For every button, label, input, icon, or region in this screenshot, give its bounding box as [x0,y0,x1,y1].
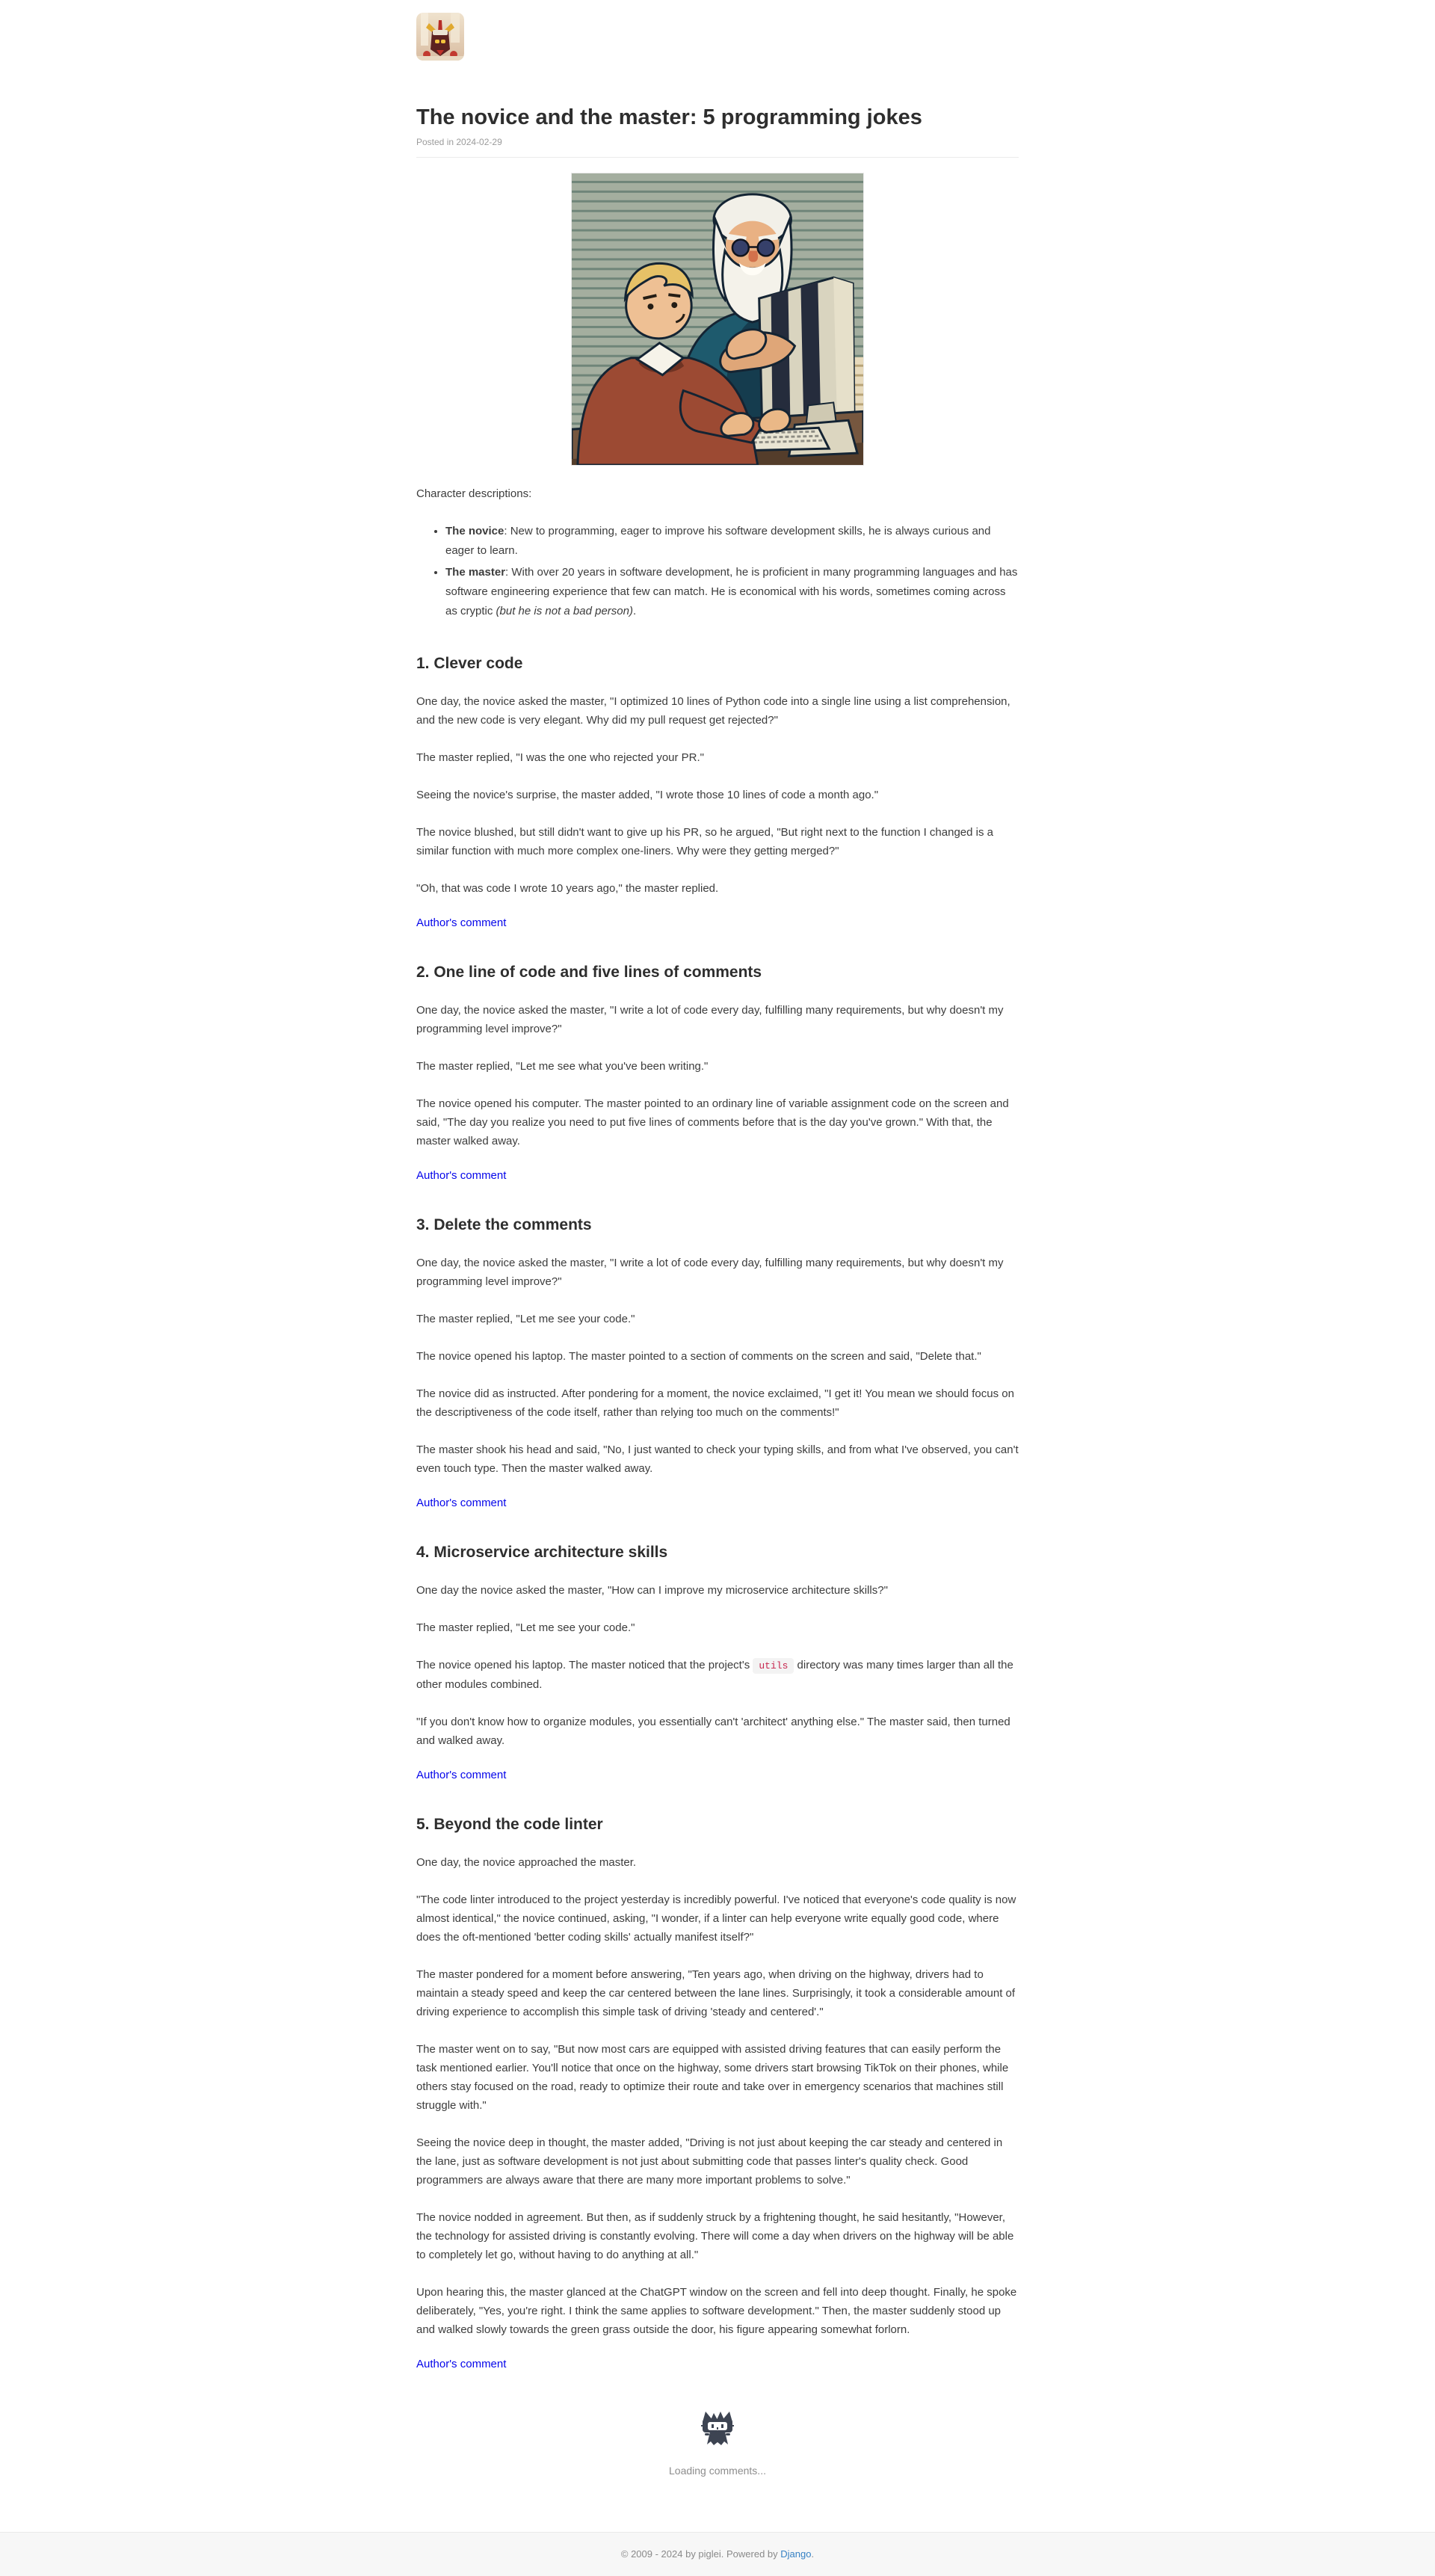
paragraph: The novice opened his laptop. The master noticed that the project's utils directory was many times larger than all the other modules combined. [416,1659,1013,1691]
section-heading-3: 3. Delete the comments [416,1216,592,1233]
divider [416,157,1019,158]
paragraph: Seeing the novice deep in thought, the master added, "Driving is not just about keeping the car steady and centered in the lane, just as software development is not just about submitting code that passes linter's quality check. Good programmers are always aware that there are many more important problems to solve." [416,2136,1003,2187]
intro-lead: Character descriptions: [416,487,532,500]
paragraph: The master shook his head and said, "No, I just wanted to check your typing skills, and from what I've observed, you can't even touch type. Then the master walked away. [416,1443,1019,1475]
comments-loading-text: Loading comments... [669,2465,766,2477]
character-term: The master [445,566,506,579]
authors-comment-link-4[interactable]: Author's comment [416,1769,507,1781]
character-list [416,522,1019,621]
paragraph: One day, the novice approached the master. [416,1856,637,1869]
paragraph: One day the novice asked the master, "How can I improve my microservice architecture skills?" [416,1584,888,1597]
inline-code-utils: utils [753,1658,794,1674]
novice-and-master-illustration [571,173,864,466]
authors-comment-link-3[interactable]: Author's comment [416,1497,507,1509]
comments-section [416,2410,1019,2532]
robot-logo-icon [416,13,464,61]
paragraph: The master replied, "Let me see your code." [416,1313,635,1325]
character-term: The novice [445,525,504,537]
list-item: • The master: With over 20 years in software development, he is proficient in many programming languages and has software engineering experience that few can match. He is economical with his words, sometimes coming across as cryptic (but he is not a bad person). [445,563,1019,621]
django-link[interactable]: Django [780,2548,812,2560]
paragraph: "Oh, that was code I wrote 10 years ago," the master replied. [416,882,719,895]
section-heading-5: 5. Beyond the code linter [416,1816,603,1833]
authors-comment-link-5[interactable]: Author's comment [416,2358,507,2370]
paragraph: "The code linter introduced to the project yesterday is incredibly powerful. I've noticed that everyone's code quality is now almost identical," the novice continued, asking, "I wonder, if a linter can help everyone write equally good code, where does the oft-mentioned 'better coding skills' actually manifest itself?" [416,1894,1016,1944]
paragraph: Upon hearing this, the master glanced at the ChatGPT window on the screen and fell into deep thought. Finally, he spoke deliberately, "Yes, you're right. I think the same applies to software development." Then, the master suddenly stood up and walked slowly towards the green grass outside the door, his figure appearing somewhat forlorn. [416,2286,1017,2336]
site-header [416,0,1019,64]
paragraph: "If you don't know how to organize modules, you essentially can't 'architect' anything else." The master said, then turned and walked away. [416,1716,1010,1747]
paragraph: The master replied, "Let me see your code." [416,1621,635,1634]
section-heading-4: 4. Microservice architecture skills [416,1544,668,1561]
paragraph: The novice nodded in agreement. But then, as if suddenly struck by a frightening thought, he said hesitantly, "However, the technology for assisted driving is constantly evolving. There will come a day when drivers on the highway will be able to completely let go, without having to do anything at all." [416,2211,1014,2261]
paragraph: The master replied, "I was the one who rejected your PR." [416,751,704,764]
paragraph: The master replied, "Let me see what you've been writing." [416,1060,709,1073]
page-title: The novice and the master: 5 programming jokes [416,105,922,129]
hero-image [416,173,1019,466]
paragraph: The master went on to say, "But now most cars are equipped with assisted driving features that can easily perform the task mentioned earlier. You'll notice that once on the highway, some drivers start browsing TikTok on their phones, while others stay focused on the road, ready to optimize their route and take over in emergency scenarios that machines still struggle with." [416,2043,1009,2112]
section-heading-1: 1. Clever code [416,655,523,672]
blog-post [416,105,1019,2371]
authors-comment-link-1[interactable]: Author's comment [416,916,507,929]
paragraph: The novice opened his computer. The master pointed to an ordinary line of variable assignment code on the screen and said, "The day you realize you need to put five lines of comments before that is the day you've grown." With that, the master walked away. [416,1097,1009,1147]
paragraph: The novice opened his laptop. The master pointed to a section of comments on the screen and said, "Delete that." [416,1350,981,1363]
paragraph: The master pondered for a moment before answering, "Ten years ago, when driving on the highway, drivers had to maintain a steady speed and keep the car centered between the lane lines. Surprisingly, it took a considerable amount of driving experience to accomplish this simple task of driving 'steady and centered'." [416,1968,1016,2018]
paragraph: One day, the novice asked the master, "I write a lot of code every day, fulfilling many requirements, but why doesn't my programming level improve?" [416,1004,1004,1035]
paragraph: The novice did as instructed. After pondering for a moment, the novice exclaimed, "I get it! You mean we should focus on the descriptiveness of the code itself, rather than relying too much on the comments!" [416,1387,1014,1419]
authors-comment-link-2[interactable]: Author's comment [416,1169,507,1182]
list-item: • The novice: New to programming, eager to improve his software development skills, he is always curious and eager to learn. [445,522,1019,561]
paragraph: One day, the novice asked the master, "I write a lot of code every day, fulfilling many requirements, but why doesn't my programming level improve?" [416,1257,1004,1288]
copyright-text: © 2009 - 2024 by piglei. Powered by [620,2548,781,2560]
site-logo-link[interactable] [416,13,464,61]
section-heading-2: 2. One line of code and five lines of comments [416,964,762,981]
paragraph: Seeing the novice's surprise, the master added, "I wrote those 10 lines of code a month ago." [416,789,879,801]
cat-mascot-icon [701,2410,734,2446]
paragraph: One day, the novice asked the master, "I optimized 10 lines of Python code into a single line using a list comprehension, and the new code is very elegant. Why did my pull request get rejected?" [416,695,1010,727]
footer [0,2532,1435,2576]
copyright-tail: . [811,2548,815,2560]
post-date: Posted in 2024-02-29 [416,137,502,147]
paragraph: The novice blushed, but still didn't want to give up his PR, so he argued, "But right next to the function I changed is a similar function with much more complex one-liners. Why were they getting merged?" [416,826,993,857]
